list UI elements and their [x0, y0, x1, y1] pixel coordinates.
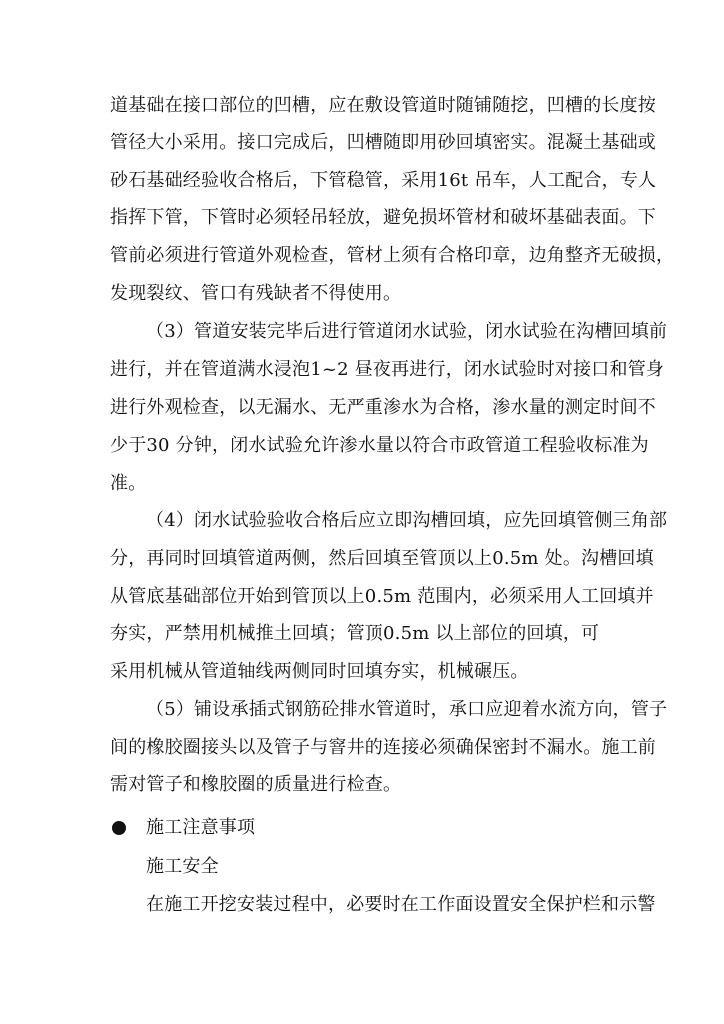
paragraph-line: 砂石基础经验收合格后，下管稳管，采用16t 吊车，人工配合，专人 [110, 170, 657, 191]
paragraph-line: 需对管子和橡胶圈的质量进行检查。 [110, 774, 402, 795]
paragraph-line: 进行外观检查，以无漏水、无严重渗水为合格，渗水量的测定时间不 [110, 397, 656, 418]
paragraph-line: （3）管道安装完毕后进行管道闭水试验，闭水试验在沟槽回填前 [146, 321, 668, 342]
bullet-icon [112, 821, 126, 835]
paragraph-line: 分，再同时回填管道两侧，然后回填至管顶以上0.5m 处。沟槽回填 [110, 548, 654, 569]
paragraph-line: 发现裂纹、管口有残缺者不得使用。 [110, 283, 402, 304]
paragraph-line: 准。 [110, 473, 147, 494]
paragraph-line: 管前必须进行管道外观检查，管材上须有合格印章，边角整齐无破损， [110, 245, 675, 266]
paragraph-line: （4）闭水试验验收合格后应立即沟槽回填，应先回填管侧三角部 [146, 510, 668, 531]
paragraph-line: 夯实，严禁用机械推土回填；管顶0.5m 以上部位的回填，可 [110, 623, 600, 644]
paragraph-line: 间的橡胶圈接头以及管子与窨井的连接必须确保密封不漏水。施工前 [110, 737, 656, 758]
paragraph-line: 进行，并在管道满水浸泡1~2 昼夜再进行，闭水试验时对接口和管身 [110, 359, 665, 380]
paragraph-line: 在施工开挖安装过程中，必要时在工作面设置安全保护栏和示警 [146, 894, 656, 915]
paragraph-line: （5）铺设承插式钢筋砼排水管道时，承口应迎着水流方向，管子 [146, 699, 668, 720]
paragraph-line: 道基础在接口部位的凹槽，应在敷设管道时随铺随挖，凹槽的长度按 [110, 95, 656, 116]
paragraph-line: 少于30 分钟，闭水试验允许渗水量以符合市政管道工程验收标准为 [110, 435, 649, 456]
paragraph-line: 采用机械从管道轴线两侧同时回填夯实，机械碾压。 [110, 661, 529, 682]
paragraph-line: 指挥下管，下管时必须轻吊轻放，避免损坏管材和破坏基础表面。下 [110, 207, 656, 228]
section-heading: 施工注意事项 [146, 817, 256, 838]
paragraph-line: 从管底基础部位开始到管顶以上0.5m 范围内，必须采用人工回填并 [110, 586, 654, 607]
subsection-heading: 施工安全 [146, 856, 219, 877]
paragraph-line: 管径大小采用。接口完成后，凹槽随即用砂回填密实。混凝土基础或 [110, 132, 656, 153]
